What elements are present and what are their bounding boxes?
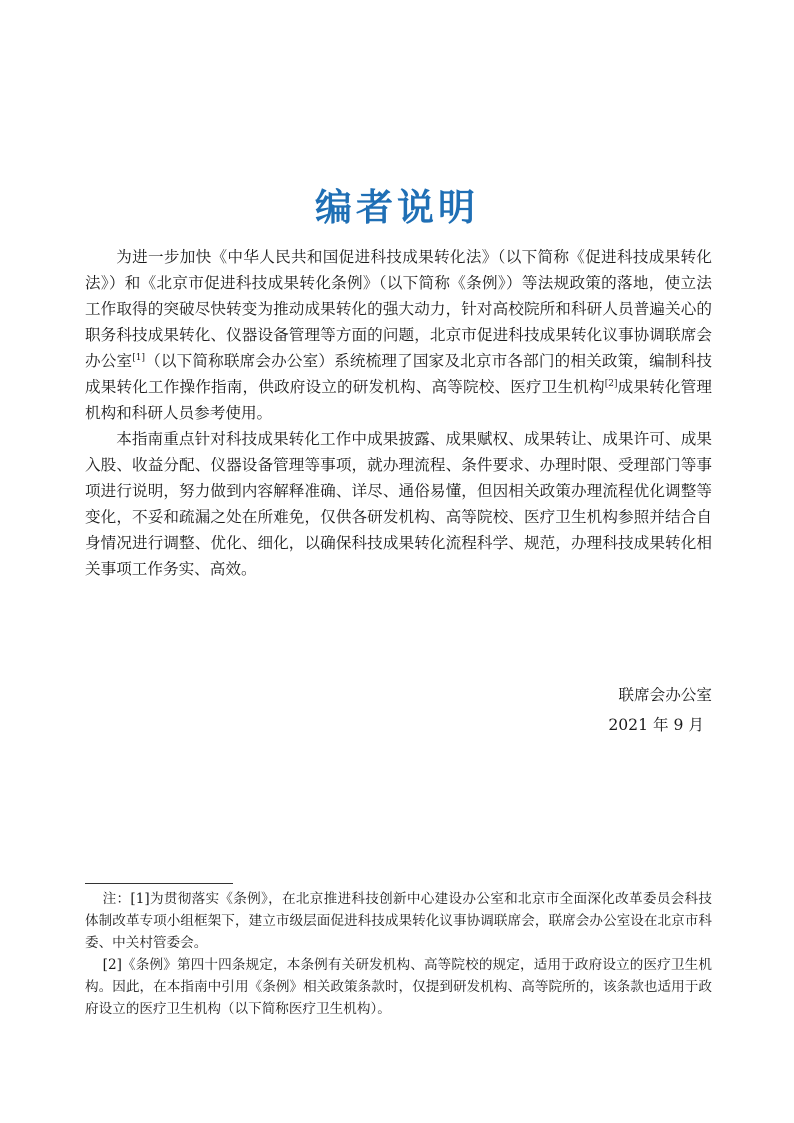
signature-org: 联席会办公室 [618,686,712,704]
paragraph-1-part-2: （以下简称联席会办公室）系统梳理了国家及北京市各部门的相关政策，编制科技成果转化工作操作指南，供政府设立的研发机构、高等院校、医疗卫生机构 [85,352,712,396]
paragraph-1 [85,244,712,426]
footnote-2: [2]《条例》第四十四条规定，本条例有关研发机构、高等院校的规定，适用于政府设立的医疗卫生机构。因此，在本指南中引用《条例》相关政策条款时，仅提到研发机构、高等院所的，该条款也适用于政府设立的医疗卫生机构（以下简称医疗卫生机构）。 [85,957,712,1017]
footnote-1: 注：[1]为贯彻落实《条例》，在北京推进科技创新中心建设办公室和北京市全面深化改革委员会科技体制改革专项小组框架下，建立市级层面促进科技成果转化议事协调联席会，联席会办公室设在北京市科委、中关村管委会。 [85,891,712,951]
footnote-divider [85,883,233,884]
footnotes [85,888,712,1020]
preface-body [85,244,712,582]
paragraph-1-part-1: 为进一步加快《中华人民共和国促进科技成果转化法》（以下简称《促进科技成果转化法》）和《北京市促进科技成果转化条例》（以下简称《条例》）等法规政策的落地，使立法工作取得的突破尽快转变为推动成果转化的强大动力，针对高校院所和科研人员普遍关心的职务科技成果转化、仪器设备管理等方面的问题，北京市促进科技成果转化议事协调联席会办公室 [85,248,712,370]
signature-block [500,680,712,740]
paragraph-1-part-3: 成果转化管理机构和科研人员参考使用。 [85,378,712,422]
footnote-ref-1: [1] [132,353,145,363]
signature-date: 2021 年 9 月 [608,716,704,734]
footnote-ref-2: [2] [604,379,618,389]
paragraph-2: 本指南重点针对科技成果转化工作中成果披露、成果赋权、成果转让、成果许可、成果入股、收益分配、仪器设备管理等事项，就办理流程、条件要求、办理时限、受理部门等事项进行说明，努力做到内容解释准确、详尽、通俗易懂，但因相关政策办理流程优化调整等变化，不妥和疏漏之处在所难免，仅供各研发机构、高等院校、医疗卫生机构参照并结合自身情况进行调整、优化、细化，以确保科技成果转化流程科学、规范，办理科技成果转化相关事项工作务实、高效。 [85,430,712,578]
page-title: 编者说明 [315,184,479,229]
